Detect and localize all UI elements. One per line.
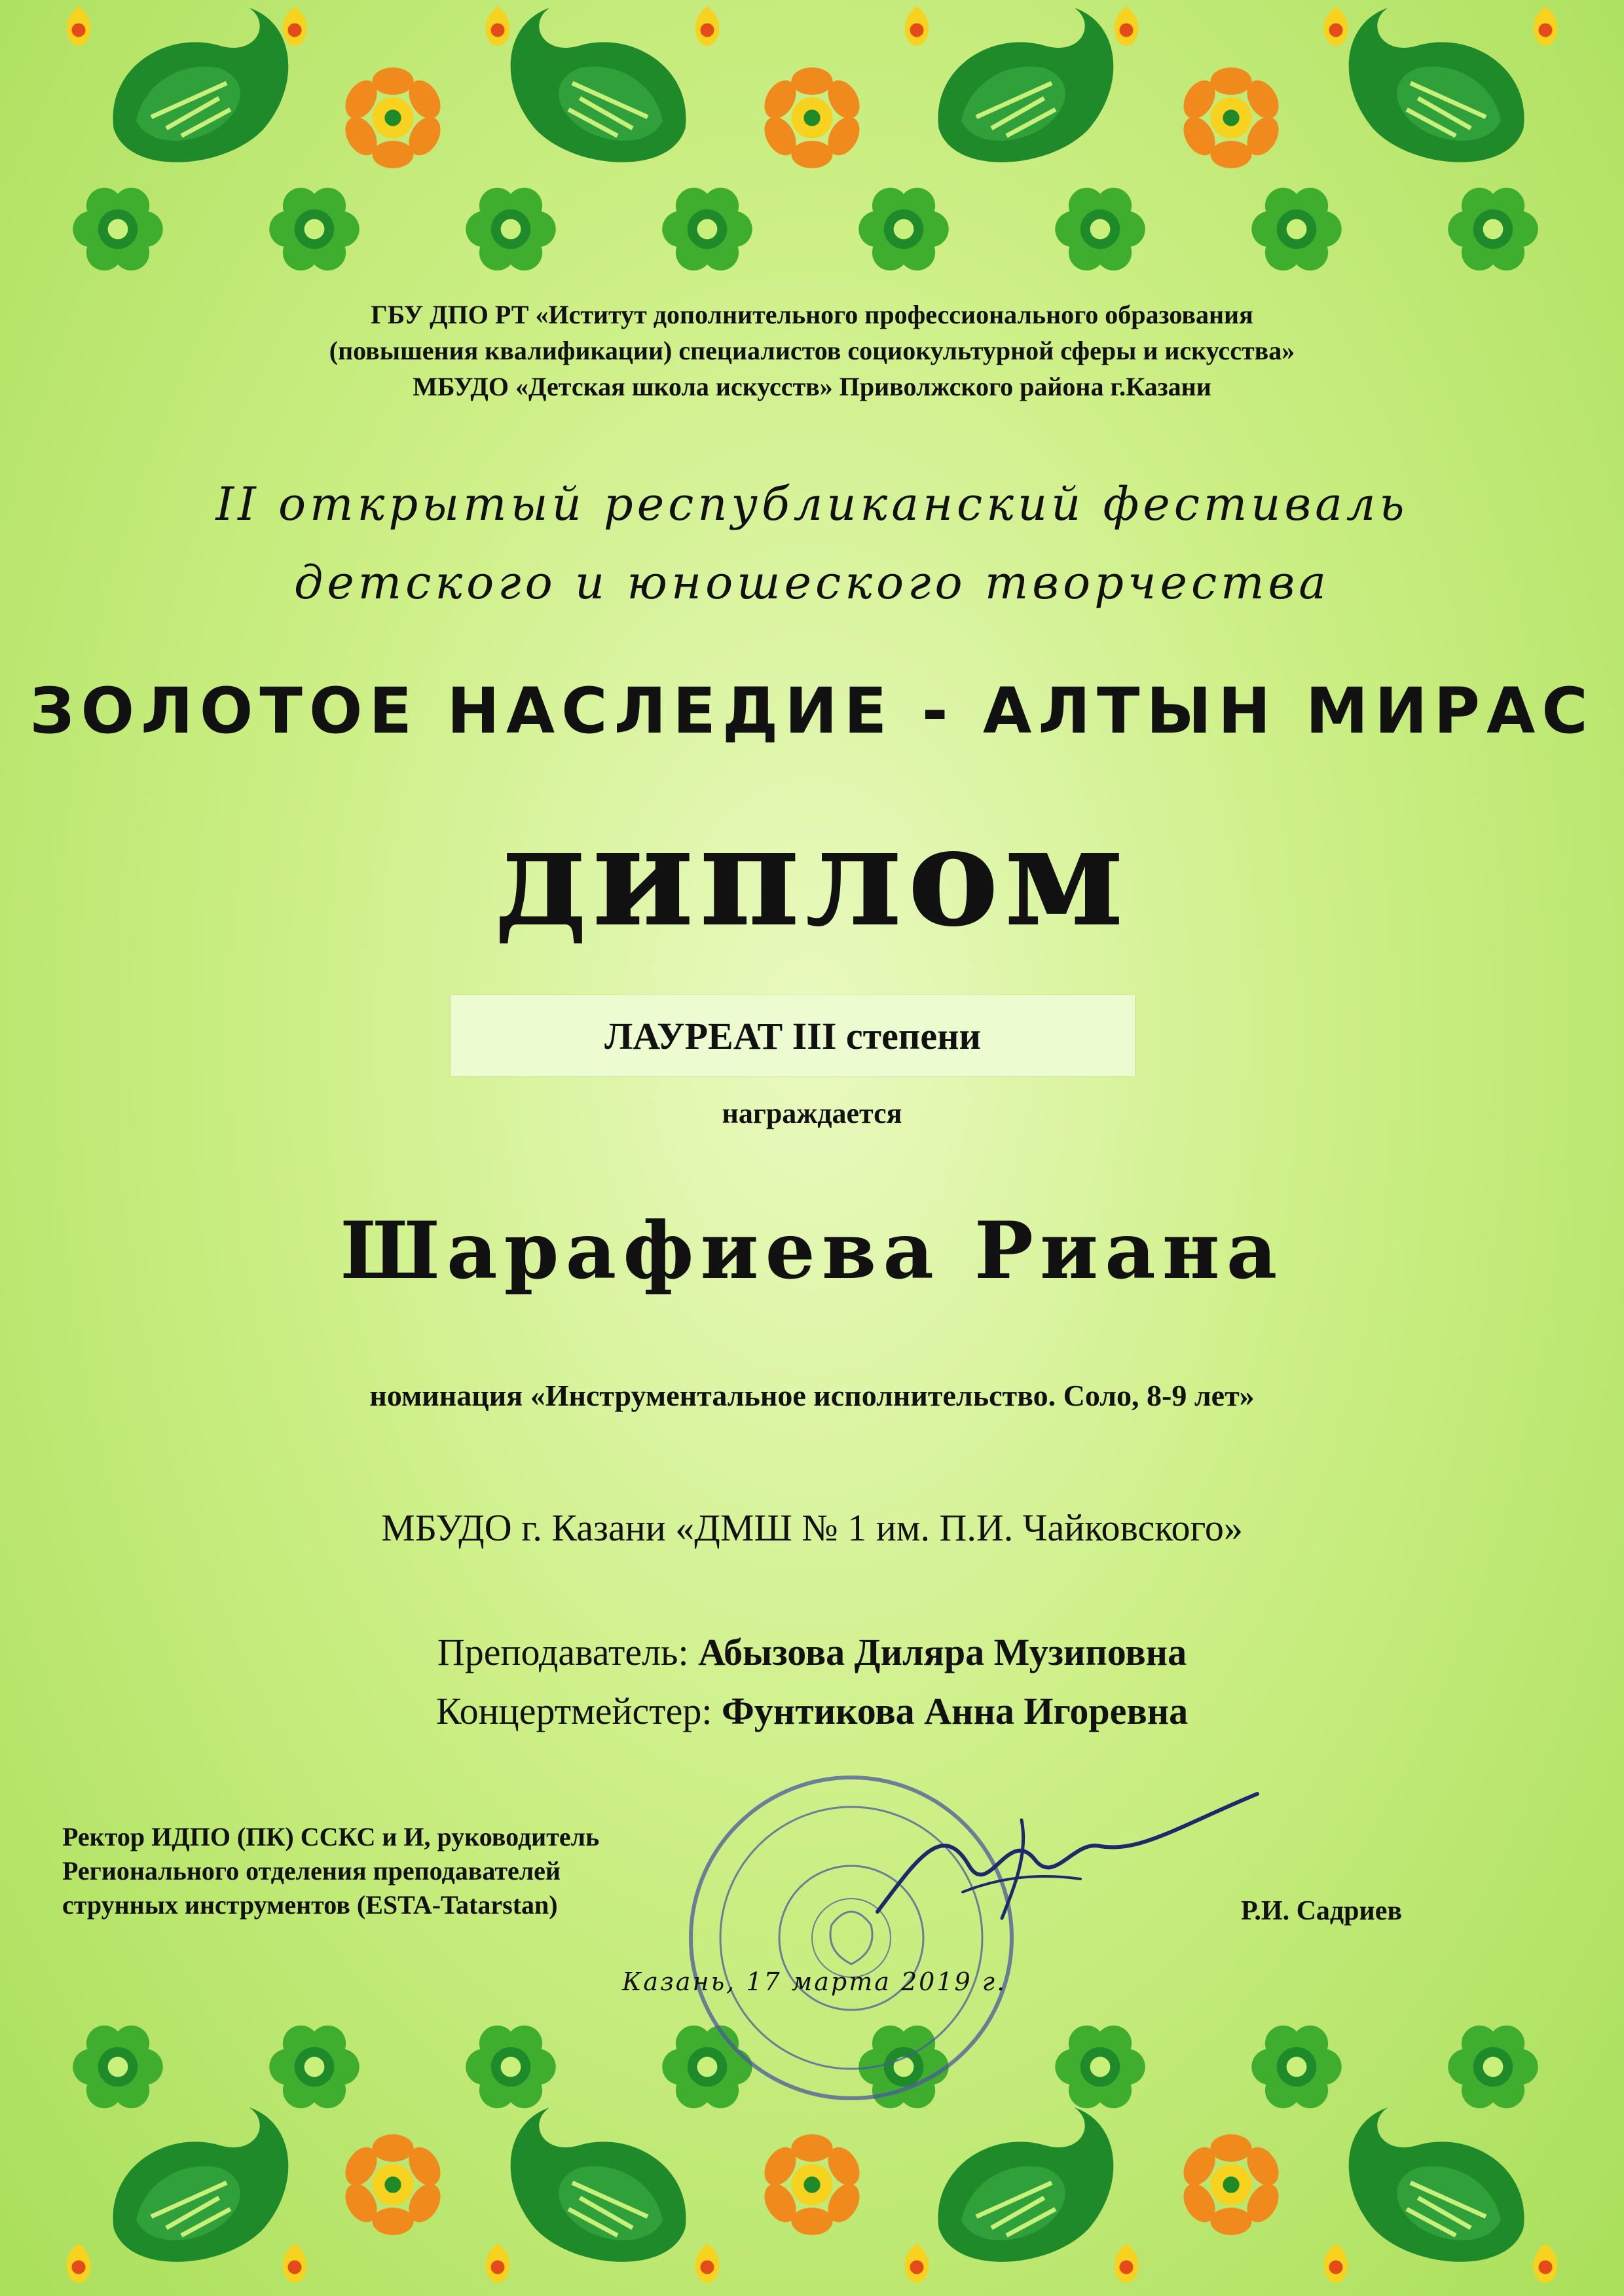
- orange-flower-icon: [1177, 2134, 1285, 2235]
- signer-name: Р.И. Садриев: [1241, 1896, 1403, 1926]
- yellow-bud-icon: [67, 2244, 91, 2283]
- yellow-bud-icon: [486, 7, 510, 46]
- paisley-leaf-icon: [1349, 8, 1524, 162]
- festival-line-2: детского и юношеского творчества: [293, 556, 1331, 610]
- paisley-leaf-icon: [113, 8, 289, 162]
- awarded-label: награждается: [722, 1097, 902, 1129]
- yellow-bud-icon: [486, 2244, 510, 2283]
- festival-line-1: II открытый республиканский фестиваль: [215, 477, 1409, 531]
- orange-flower-icon: [758, 2134, 866, 2235]
- diploma-title: диплом: [495, 795, 1129, 957]
- paisley-leaf-icon: [938, 2107, 1114, 2262]
- paisley-leaf-icon: [1349, 2107, 1524, 2262]
- school: МБУДО г. Казани «ДМШ № 1 им. П.И. Чайковского»: [381, 1506, 1243, 1549]
- recipient-name: Шарафиева Риана: [340, 1205, 1284, 1297]
- yellow-bud-icon: [283, 7, 307, 46]
- top-ornament-border: [0, 0, 1624, 308]
- green-flower-icon: [269, 188, 360, 270]
- organizer-line-3: МБУДО «Детская школа искусств» Приволжского района г.Казани: [413, 372, 1211, 401]
- yellow-bud-icon: [1534, 2244, 1558, 2283]
- yellow-bud-icon: [1324, 7, 1348, 46]
- organizer-line-1: ГБУ ДПО РТ «Иститут дополнительного профессионального образования: [371, 300, 1253, 329]
- green-flower-icon: [269, 2026, 360, 2108]
- signatory-line-2: Регионального отделения преподавателей: [62, 1856, 561, 1886]
- green-flower-icon: [1055, 188, 1145, 270]
- green-flower-icon: [1251, 188, 1342, 270]
- teacher-line: [0, 1630, 1624, 1674]
- orange-flower-icon: [339, 2134, 447, 2235]
- handwritten-signature: [864, 1781, 1270, 1938]
- nomination: номинация «Инструментальное исполнительство. Соло, 8-9 лет»: [369, 1379, 1255, 1412]
- signatory-line-1: Ректор ИДПО (ПК) ССКС и И, руководитель: [62, 1822, 600, 1851]
- yellow-bud-icon: [695, 2244, 720, 2283]
- yellow-bud-icon: [695, 7, 720, 46]
- green-flower-icon: [858, 188, 949, 270]
- green-flower-icon: [662, 188, 752, 270]
- paisley-leaf-icon: [511, 8, 686, 162]
- paisley-leaf-icon: [938, 8, 1114, 162]
- organizer-line-2: (повышения квалификации) специалистов социокультурной сферы и искусства»: [329, 336, 1295, 365]
- yellow-bud-icon: [1115, 7, 1139, 46]
- orange-flower-icon: [758, 67, 866, 168]
- teacher-name: Абызова Диляра Музиповна: [698, 1631, 1187, 1673]
- teacher-label: Преподаватель:: [437, 1631, 689, 1673]
- signatory-block: [62, 1820, 599, 1922]
- accompanist-line: [0, 1689, 1624, 1733]
- yellow-bud-icon: [905, 2244, 929, 2283]
- paisley-leaf-icon: [511, 2107, 686, 2262]
- accompanist-label: Концертмейстер:: [435, 1690, 712, 1732]
- paisley-leaf-icon: [113, 2107, 289, 2262]
- green-flower-icon: [466, 188, 556, 270]
- issue-date: Казань, 17 марта 2019 г.: [622, 1967, 1007, 1996]
- signatory-line-3: струнных инструментов (ESTA-Tatarstan): [62, 1890, 558, 1920]
- green-flower-icon: [73, 188, 163, 270]
- orange-flower-icon: [339, 67, 447, 168]
- green-flower-icon: [1448, 188, 1538, 270]
- yellow-bud-icon: [283, 2244, 307, 2283]
- green-flower-icon: [73, 2026, 163, 2108]
- green-flower-icon: [1055, 2026, 1145, 2108]
- green-flower-icon: [466, 2026, 556, 2108]
- festival-name: ЗОЛОТОЕ НАСЛЕДИЕ - АЛТЫН МИРАС: [29, 674, 1595, 748]
- yellow-bud-icon: [1324, 2244, 1348, 2283]
- yellow-bud-icon: [1534, 7, 1558, 46]
- green-flower-icon: [1448, 2026, 1538, 2108]
- rank-badge: [451, 995, 1135, 1076]
- yellow-bud-icon: [1115, 2244, 1139, 2283]
- accompanist-name: Фунтикова Анна Игоревна: [721, 1690, 1189, 1732]
- green-flower-icon: [1251, 2026, 1342, 2108]
- orange-flower-icon: [1177, 67, 1285, 168]
- yellow-bud-icon: [67, 7, 91, 46]
- rank-text: ЛАУРЕАТ III степени: [604, 1014, 981, 1057]
- yellow-bud-icon: [905, 7, 929, 46]
